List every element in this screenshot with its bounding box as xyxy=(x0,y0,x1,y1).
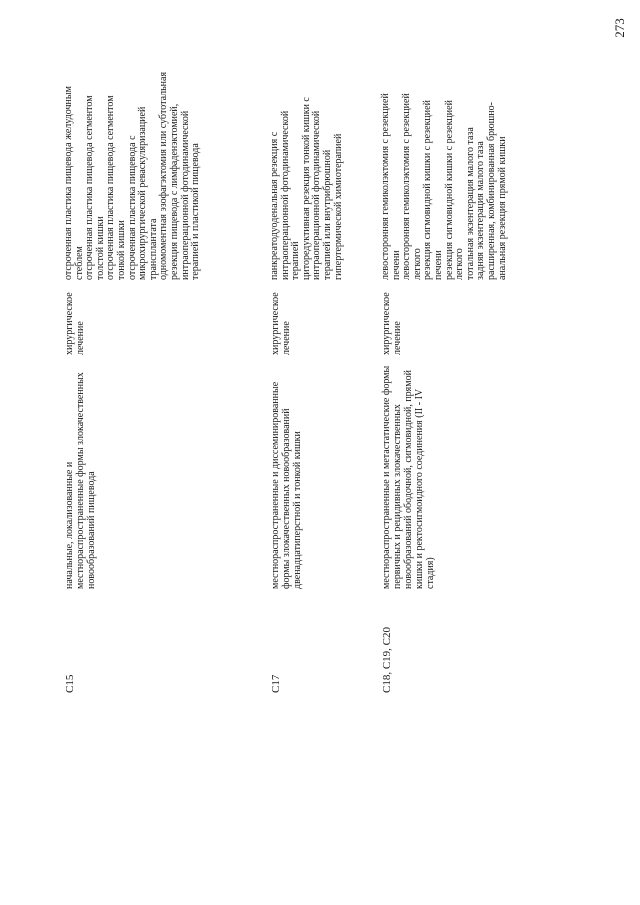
treatment-item: отсроченная пластика пищевода сегментом толстой кишки xyxy=(84,95,106,280)
diagnosis-description: местнораспространенные и метастатические формы первичных и рецидивных злокачественных новообразований ободочной, сигмовидной, прямой кишки и ректосигмоидного соединения (II - IV стадия) xyxy=(381,365,436,589)
treatment-item: одномоментная эзофагэктомия или субтотальная резекция пищевода с лимфаденэктомией, интраоперационной фотодинамической терапией и пластикой пищевода xyxy=(158,71,202,280)
treatment-method: хирургическое лечение xyxy=(270,292,292,355)
treatment-list xyxy=(64,70,202,280)
treatment-item: резекция сигмовидной кишки с резекцией легкого xyxy=(443,100,466,280)
treatment-item: панкреатодуоденальная резекция с интраоперационной фотодинамической терапией xyxy=(269,110,302,280)
treatment-list xyxy=(381,70,508,280)
treatment-item: резекция сигмовидной кишки с резекцией печени xyxy=(422,100,444,280)
treatment-list xyxy=(270,70,344,280)
icd-code: C17 xyxy=(270,674,282,693)
icd-code: C18, C19, C20 xyxy=(381,626,393,693)
treatment-item: задняя экзентерация малого таза xyxy=(475,141,487,280)
treatment-item: тотальная экзентерация малого таза xyxy=(464,127,476,280)
treatment-item: отсроченная пластика пищевода с микрохирургической реваскуляризацией трансплантата xyxy=(126,106,159,280)
treatment-method: хирургическое лечение xyxy=(381,292,403,355)
treatment-item: отсроченная пластика пищевода желудочным стеблем xyxy=(63,86,85,280)
treatment-method: хирургическое лечение xyxy=(64,292,86,355)
treatment-item: левосторонняя гемиколэктомия с резекцией печени xyxy=(380,93,402,280)
diagnosis-description: начальные, локализованные и местнораспространенные формы злокачественных новообразований пищевода xyxy=(64,372,97,589)
treatment-item: отсроченная пластика пищевода сегментом тонкой кишки xyxy=(105,95,127,280)
diagnosis-description: местнораспространенные и диссеминированные формы злокачественных новообразований двенадцатиперстной и тонкой кишки xyxy=(270,381,303,589)
icd-code: C15 xyxy=(64,674,76,693)
treatment-item: циторедуктивная резекция тонкой кишки с интраоперационной фотодинамической терапией или внутрибрюшной гипертермической химиотерапией xyxy=(300,97,344,280)
treatment-item: левосторонняя гемиколэктомия с резекцией легкого xyxy=(401,93,423,280)
treatment-item: расширенная, комбинированная брюшно-анальная резекция прямой кишки xyxy=(485,102,508,280)
page-number: 273 xyxy=(612,18,627,38)
